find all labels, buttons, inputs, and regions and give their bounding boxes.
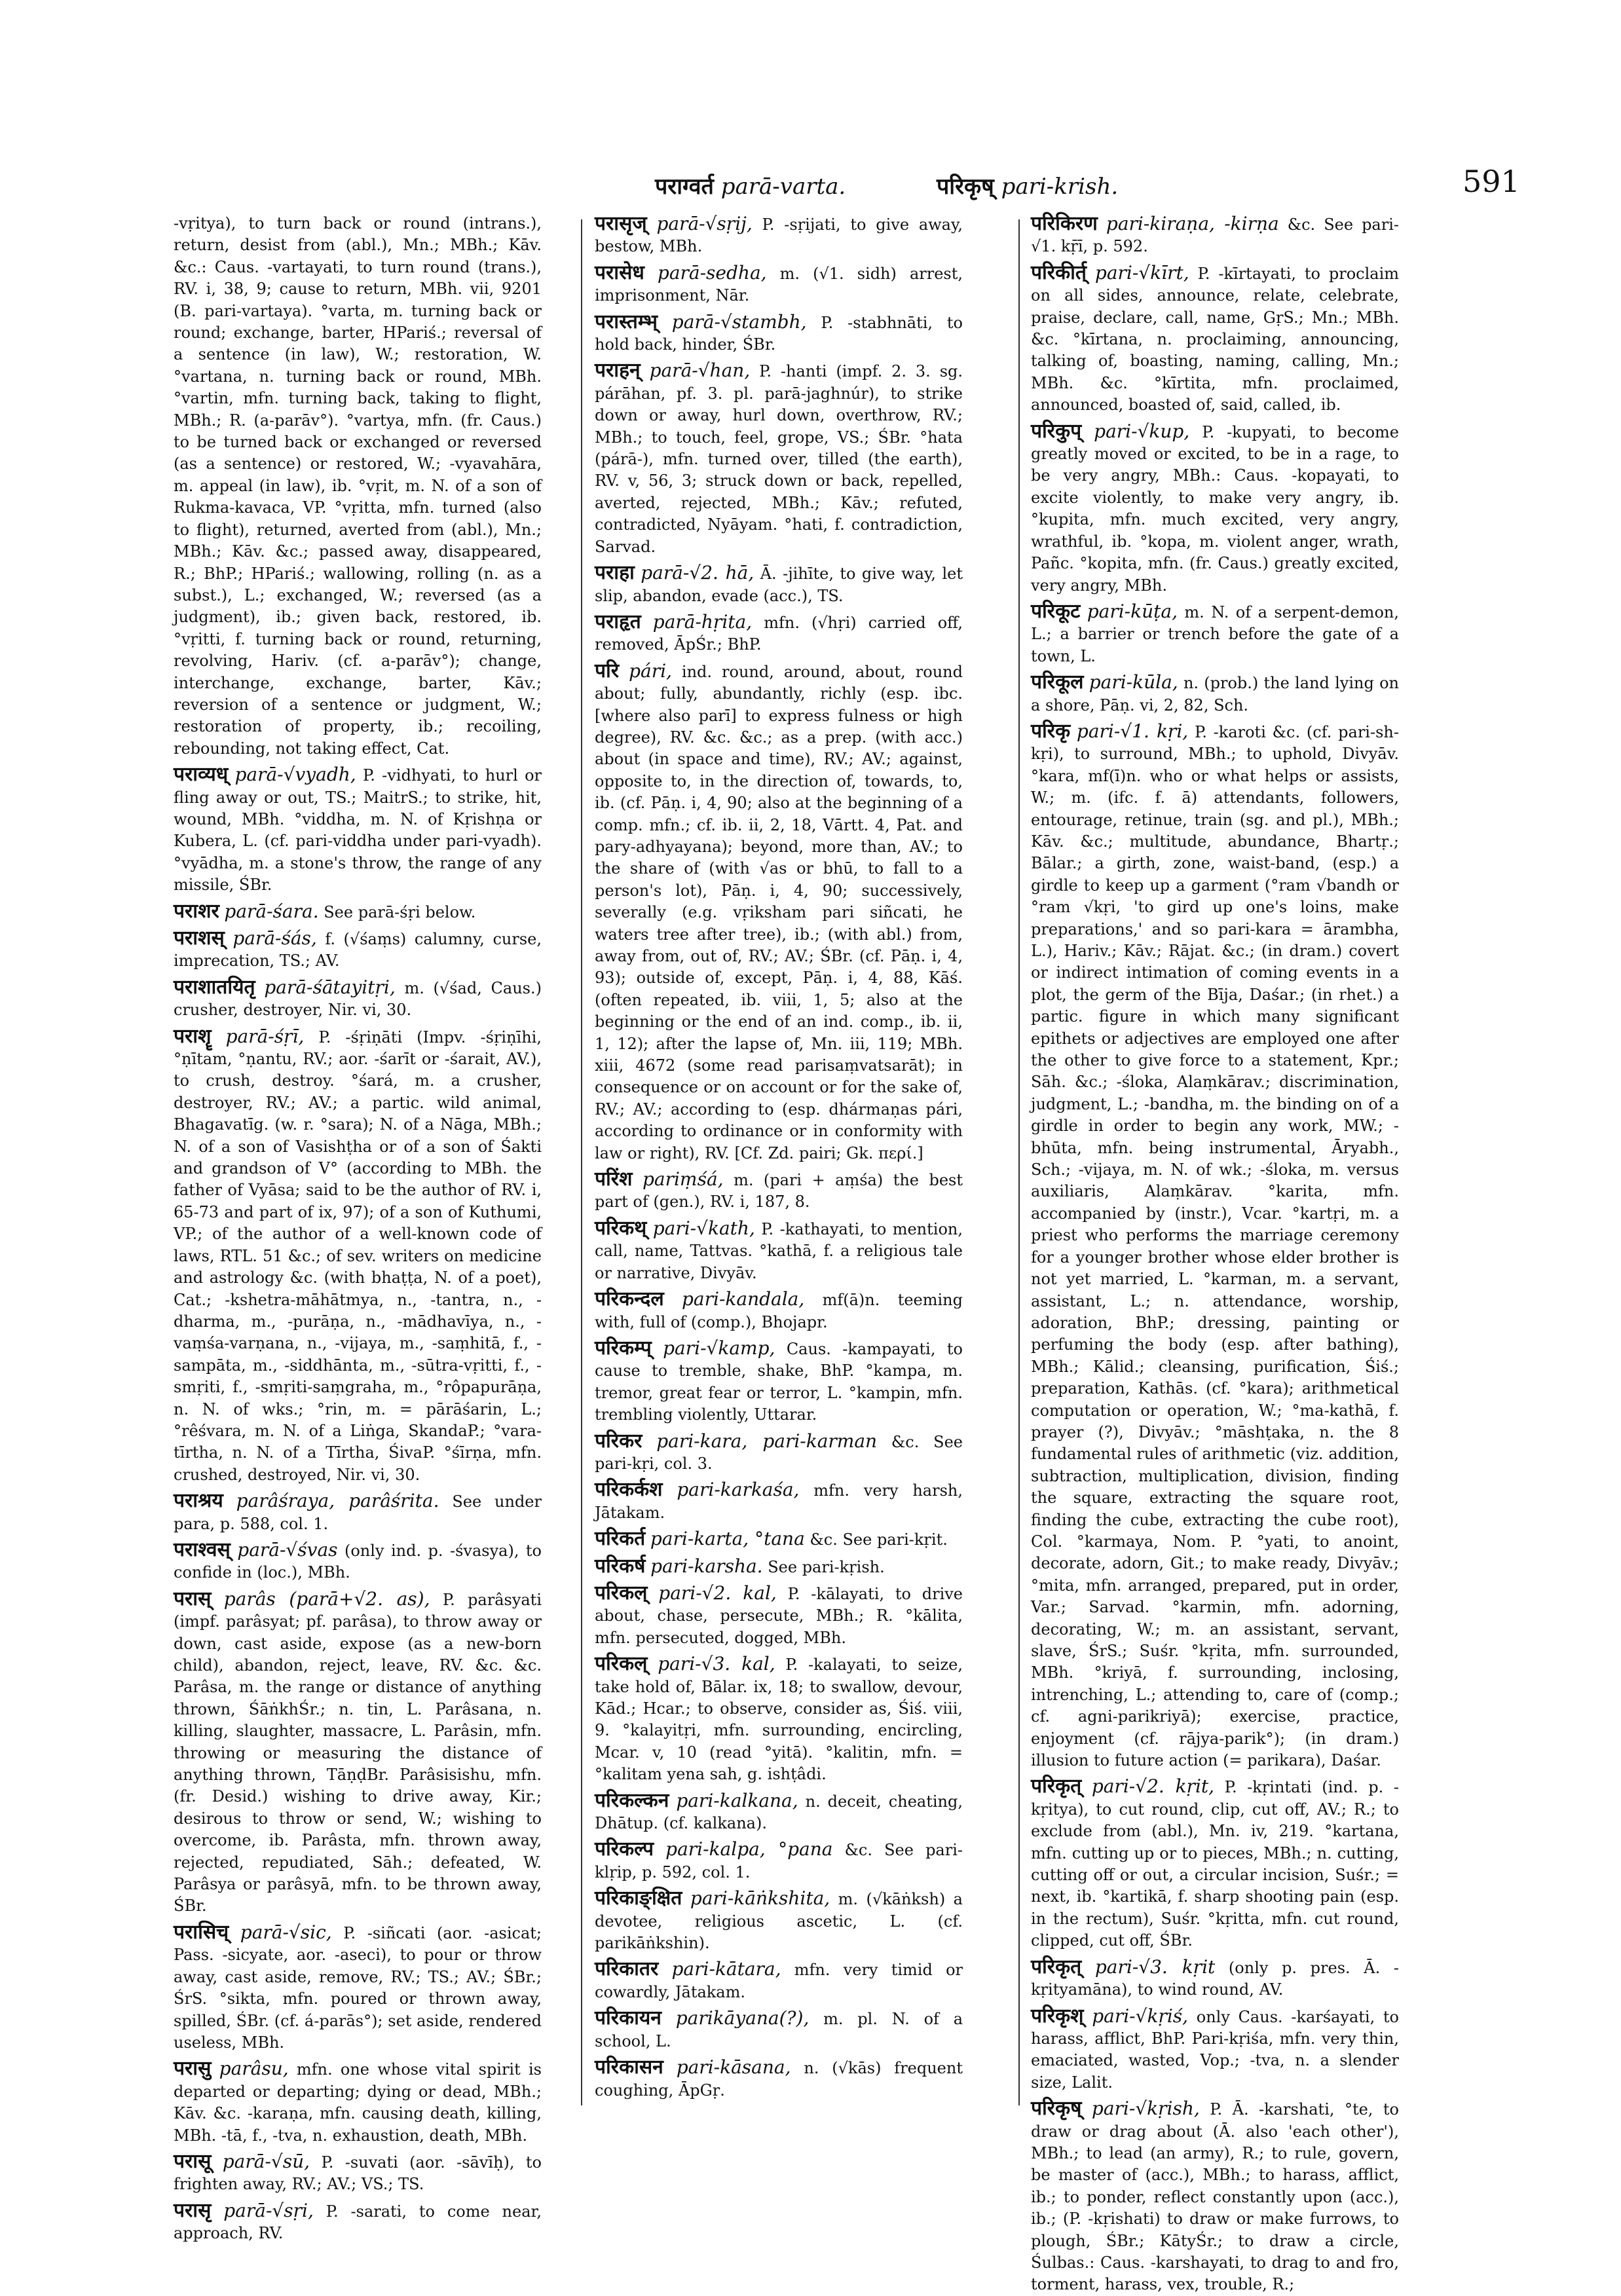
entry-definition: ind. round, around, about, round about; fully, abundantly, richly (esp. ibc. [where also parī] to express fulness or high degree), RV. &c. &c.; as a prep. (with acc.) about (in space and time), RV.; AV.; against, opposite to, in the direction of, towards, to, ib. (cf. Pāṇ. i, 4, 90; also at the beginning of a comp. mfn.; cf. ib. ii, 2, 18, Vārtt. 4, Pat. and pary-adhyayana); beyond, more than, AV.; to the share of (with √as or bhū, to fall to a person's lot), Pāṇ. i, 4, 90; successively, severally (e.g. vṛiksham pari siñcati, he waters tree after tree), ib.; (with abl.) from, away from, out of, RV.; AV.; ŚBr. (cf. Pāṇ. i, 4, 93); outside of, except, Pāṇ. i, 4, 88, Kāś. (often repeated, ib. viii, 1, 5; also at the beginning or the end of an ind. comp., ib. ii, 1, 12); after the lapse of, Mn. iii, 119; MBh. xiii, 4672 (some read parisaṃvatsarāt); in consequence or on account or for the sake of, RV.; AV.; according to (esp. dhármaṇas pári, according to ordinance or in conformity with law or right), RV. [Cf. Zd. pairi; Gk. περί.] <box>595 662 963 1162</box>
entry-headword-devanagari: परिकूट <box>1031 599 1081 623</box>
running-head-left-translit: parā-varta. <box>720 174 846 200</box>
entry-headword-devanagari: परासु <box>174 2057 212 2081</box>
dictionary-entry <box>595 1790 963 1835</box>
entry-headword-devanagari: परिकल् <box>595 1652 648 1676</box>
entry-definition: P. -kīrtayati, to proclaim on all sides, announce, relate, celebrate, praise, declare, call, name, GṛS.; Mn.; MBh. &c. °kīrtana, n. proclaiming, announcing, talking of, boasting, naming, calling, Mn.; MBh. &c. °kīrtita, mfn. proclaimed, announced, boasted of, said, called, ib. <box>1031 264 1400 415</box>
entry-headword-translit: parâsu, <box>219 2058 289 2080</box>
entry-headword-translit: parā-śātayitṛi, <box>264 976 396 998</box>
dictionary-entry <box>595 2056 963 2102</box>
entry-definition: P. -hanti (impf. 2. 3. sg. párāhan, pf. 3. pl. parā-jaghnúr), to strike down or away, hurl down, overthrow, RV.; MBh.; to touch, feel, grope, VS.; ŚBr. °hata (párā-), mfn. turned over, tilled (the earth), RV. v, 56, 3; struck down or back, repelled, averted, rejected, MBh.; Kāv.; refuted, contradicted, Nyāyam. °hati, f. contradiction, Sarvad. <box>595 362 963 556</box>
dictionary-entry <box>1031 420 1399 597</box>
entry-headword-translit: parā-śara. <box>224 900 319 922</box>
entry-definition: P. -karoti &c. (cf. pari-sh-kṛi), to surround, MBh.; to uphold, Divyāv. °kara, mf(ī)n. who or what helps or assists, W.; m. (ifc. f. ā) attendants, followers, entourage, retinue, train (sg. and pl.), MBh.; Kāv. &c.; multitude, abundance, Bhartṛ.; Bālar.; a girth, zone, waist-band, (esp.) a girdle to keep up a garment (°ram √bandh or °ram √kṛi, 'to gird up one's loins, make preparations,' and so pari-kara = ārambha, L.), Hariv.; Kāv.; Rājat. &c.; (in dram.) covert or indirect intimation of coming events in a plot, the germ of the Bīja, Daśar.; (in rhet.) a partic. figure in which many significant epithets or adjectives are employed one after the other to give force to a statement, Kpr.; Sāh. &c.; -śloka, Alaṃkārav.; discrimination, judgment, L.; -bandha, m. the binding on of a girdle in order to begin any work, MW.; -bhūta, mfn. being instrumental, Āryabh., Sch.; -vijaya, m. N. of wk.; -śloka, m. versus auxiliaris, Alaṃkārav. °karita, mfn. accompanied by (instr.), Vcar. °kartṛi, m. a priest who performs the marriage ceremony for a younger brother whose elder brother is not yet married, L. °karman, m. a servant, assistant, L.; n. attendance, worship, adoration, BhP.; dressing, painting or perfuming the body (esp. after bathing), MBh.; Kālid.; cleansing, purification, Śiś.; preparation, Kathās. (cf. °kara); arithmetical computation or operation, W.; °ma-kathā, f. prayer (?), Divyāv.; °māshṭaka, n. the 8 fundamental rules of arithmetic (viz. addition, subtraction, multiplication, division, finding the square, extracting the square root, finding the cube, extracting the cube root), Col. °karmaya, Nom. P. °yati, to anoint, decorate, adorn, Git.; to make ready, Divyāv.; °mita, mfn. arranged, prepared, put in order, Var.; Sarvad. °karmin, mfn. adorning, decorating, W.; m. an assistant, servant, slave, ŚrS.; Suśr. °kṛita, mfn. surrounded, MBh. °kriyā, f. surrounding, inclosing, intrenching, L.; attending to, care of (comp.; cf. agni-parikriyā); exercise, practice, enjoyment (cf. rājya-parik°); (in dram.) illusion to future action (= parikara), Daśar. <box>1031 722 1399 1770</box>
column-1 <box>174 213 542 2243</box>
entry-headword-translit: pari-karkaśa, <box>677 1479 800 1501</box>
entry-headword-devanagari: पराहा <box>595 561 635 585</box>
dictionary-entry <box>174 1026 542 1487</box>
dictionary-entry <box>1031 262 1399 417</box>
dictionary-entry <box>595 660 963 1164</box>
entry-headword-translit: parā-√sṛi, <box>223 2199 314 2221</box>
entry-definition: mfn. very harsh, Jātakam. <box>595 1481 963 1522</box>
dictionary-entry <box>174 927 542 972</box>
entry-headword-devanagari: परिकृत् <box>1031 1955 1082 1978</box>
entry-definition: P. Ā. -karshati, °te, to draw or drag about (Ā. also 'each other'), MBh.; to lead (an army), R.; to rule, govern, be master of (acc.), MBh.; to harass, afflict, ib.; to ponder, reflect constantly upon (acc.), ib.; (P. -kṛishati) to draw or make furrows, to plough, ŚBr.; KātyŚr.; to draw a circle, Śulbas.: Caus. -karshayati, to drag to and fro, torment, harass, vex, trouble, R.; <box>1031 2100 1399 2294</box>
entry-headword-translit: pari-√3. kal, <box>658 1653 775 1675</box>
dictionary-entry <box>595 1337 963 1426</box>
dictionary-entry <box>1031 213 1399 258</box>
entry-headword-devanagari: परिकृष् <box>1031 2097 1082 2120</box>
entry-headword-translit: parā-√han, <box>649 360 751 382</box>
dictionary-entry <box>174 2151 542 2196</box>
entry-headword-translit: parā-√2. hā, <box>641 562 755 584</box>
entry-definition: &c. See pari-kṛi, col. 3. <box>595 1432 963 1473</box>
dictionary-entry <box>595 360 963 558</box>
running-head-center-translit: pari-krish. <box>1001 174 1119 200</box>
entry-definition: See parā-śṛi below. <box>324 902 476 921</box>
entry-definition: P. -kupyati, to become greatly moved or excited, to be in a rage, to be very angry, MBh.: Caus. -kopayati, to excite violently, to make very angry, ib. °kupita, mfn. much excited, very angry, wrathful, ib. °kopa, m. violent anger, wrath, Pañc. °kopita, mfn. (fr. Caus.) greatly excited, very angry, MBh. <box>1031 422 1399 595</box>
running-head-left <box>655 170 846 200</box>
entry-headword-devanagari: परिकुप् <box>1031 419 1082 443</box>
dictionary-entry <box>174 976 542 1022</box>
entry-headword-translit: parā-hṛita, <box>652 610 753 633</box>
entry-headword-devanagari: परिकल्प <box>595 1838 654 1861</box>
entry-definition: only Caus. -karśayati, to harass, afflict, BhP. Pari-kṛiśa, mfn. very thin, emaciated, wasted, Vop.; -tva, n. a slender size, Lalit. <box>1031 2007 1399 2092</box>
entry-headword-translit: pari-√kamp, <box>663 1337 775 1359</box>
entry-headword-translit: parā-√stambh, <box>671 310 807 333</box>
entry-headword-translit: pari-√2. kṛit, <box>1091 1775 1215 1798</box>
dictionary-entry <box>595 1168 963 1213</box>
entry-headword-devanagari: परिकर्त <box>595 1527 646 1551</box>
entry-headword-devanagari: परिकिरण <box>1031 212 1098 235</box>
dictionary-entry <box>595 2007 963 2052</box>
dictionary-entry <box>595 1838 963 1883</box>
entry-definition: P. -kalayati, to seize, take hold of, Bālar. ix, 18; to swallow, devour, Kād.; Hcar.; to observe, consider as, Śiś. viii, 9. °kalayitṛi, mfn. surrounding, encircling, Mcar. v, 10 (read °yitā). °kalitin, mfn. = °kalitam yena sah, g. ishṭâdi. <box>595 1656 963 1784</box>
entry-definition: mfn. (√hṛi) carried off, removed, ĀpŚr.; BhP. <box>595 613 963 654</box>
entry-headword-translit: parā-√sṛij, <box>656 213 753 234</box>
dictionary-entry <box>595 1479 963 1524</box>
entry-headword-translit: parā-sedha, <box>657 261 767 284</box>
entry-headword-devanagari: परिकथ् <box>595 1216 647 1240</box>
entry-headword-devanagari: परिकासन <box>595 2056 663 2079</box>
entry-definition: m. N. of a serpent-demon, L.; a barrier or trench before the gate of a town, L. <box>1031 602 1399 665</box>
entry-headword-devanagari: पराहृत <box>595 610 641 633</box>
entry-headword-devanagari: परास्तम्भ् <box>595 310 658 333</box>
entry-headword-translit: pari-kara, pari-karman <box>656 1430 878 1452</box>
entry-headword-translit: pari-kandala, <box>682 1288 805 1310</box>
entry-definition: Ā. -jihīte, to give way, let slip, abandon, evade (acc.), TS. <box>595 565 963 605</box>
entry-headword-devanagari: परास् <box>174 1587 212 1610</box>
page-number: 591 <box>1463 164 1520 199</box>
dictionary-entry <box>595 1528 963 1551</box>
entry-headword-translit: pari-√kīrt, <box>1094 261 1189 284</box>
entry-headword-translit: pari-√kup, <box>1094 420 1190 442</box>
entry-definition: P. -suvati (aor. -sāvīḥ), to frighten away, RV.; AV.; VS.; TS. <box>174 2153 542 2194</box>
entry-headword-devanagari: परासृ <box>174 2198 212 2222</box>
entry-headword-translit: parā-√sū, <box>222 2150 310 2172</box>
entry-headword-devanagari: पराशर <box>174 899 219 923</box>
entry-headword-translit: pari-kāsana, <box>676 2056 791 2079</box>
dictionary-entry <box>1031 720 1399 1772</box>
entry-definition: n. (√kās) frequent coughing, ĀpGṛ. <box>595 2059 963 2100</box>
entry-definition: &c. See pari-kṛit. <box>810 1530 948 1549</box>
dictionary-entry <box>595 213 963 258</box>
dictionary-entry <box>595 1430 963 1475</box>
entry-headword-translit: pari-√2. kal, <box>658 1582 777 1604</box>
entry-headword-devanagari: परासू <box>174 2149 212 2173</box>
dictionary-entry <box>1031 1775 1399 1952</box>
dictionary-entry <box>1031 2005 1399 2094</box>
entry-headword-translit: pari-kalpa, °pana <box>665 1838 833 1861</box>
entry-headword-translit: parâśraya, parâśrita. <box>236 1490 439 1512</box>
entry-definition: P. -siñcati (aor. -asicat; Pass. -sicyate, aor. -aseci), to pour or throw away, cast aside, remove, RV.; TS.; AV.; ŚBr.; ŚrS. °sikta, mfn. poured or thrown away, spilled, ŚBr. (cf. á-parās°); set aside, rendered useless, MBh. <box>174 1923 542 2052</box>
entry-headword-translit: pari-kātara, <box>671 1958 781 1980</box>
entry-definition: (only p. pres. Ā. -kṛityamāna), to wind round, AV. <box>1031 1958 1399 1999</box>
entry-definition: mfn. very timid or cowardly, Jātakam. <box>595 1961 963 2001</box>
dictionary-entry <box>595 1887 963 1954</box>
entry-headword-devanagari: पराश्रय <box>174 1489 223 1513</box>
dictionary-entry <box>174 2200 542 2245</box>
entry-definition: See pari-kṛish. <box>768 1557 885 1576</box>
entry-headword-translit: pari-karsha. <box>650 1555 763 1577</box>
entry-headword-translit: pari-kāṅkshita, <box>690 1887 830 1910</box>
entry-headword-devanagari: पराशॄ <box>174 1024 212 1048</box>
entry-headword-translit: pari-√kṛish, <box>1091 2098 1200 2120</box>
entry-headword-devanagari: परिकीर्त् <box>1031 261 1087 284</box>
dictionary-entry <box>595 1653 963 1785</box>
entry-headword-devanagari: परिकृश् <box>1031 2004 1084 2028</box>
entry-headword-devanagari: परासृज् <box>595 212 647 235</box>
dictionary-entry <box>595 1288 963 1333</box>
dictionary-entry <box>595 1217 963 1284</box>
entry-definition: P. -stabhnāti, to hold back, hinder, ŚBr. <box>595 313 963 354</box>
entry-headword-devanagari: परिकर्कश <box>595 1478 663 1502</box>
entry-definition: m. (√śad, Caus.) crusher, destroyer, Nir. vi, 30. <box>174 978 542 1020</box>
entry-headword-devanagari: पराश्वस् <box>174 1538 231 1561</box>
entry-definition: See under para, p. 588, col. 1. <box>174 1492 542 1533</box>
entry-headword-devanagari: पराशस् <box>174 927 225 950</box>
running-head-center-devanagari: परिकृष् <box>937 174 994 200</box>
entry-definition: &c. See pari-klṛip, p. 592, col. 1. <box>595 1841 963 1881</box>
entry-headword-translit: parikāyana(?), <box>675 2007 810 2029</box>
entry-headword-devanagari: परिकर <box>595 1429 643 1453</box>
dictionary-entry <box>1031 671 1399 716</box>
entry-definition: P. -sarati, to come near, approach, RV. <box>174 2202 542 2243</box>
entry-headword-translit: pari-√kath, <box>652 1217 755 1239</box>
entry-headword-translit: parā-√śvas <box>237 1538 338 1561</box>
entry-headword-translit: pari-karta, °tana <box>650 1528 805 1550</box>
entry-definition: P. -sṛijati, to give away, bestow, MBh. <box>595 215 963 256</box>
entry-definition: n. deceit, cheating, Dhātup. (cf. kalkana). <box>595 1792 963 1833</box>
entry-definition: m. (pari + aṃśa) the best part of (gen.), RV. i, 187, 8. <box>595 1171 963 1212</box>
dictionary-entry <box>595 1958 963 2003</box>
column-divider <box>1018 219 1020 2105</box>
entry-headword-devanagari: परिकाङ्क्षित <box>595 1887 682 1910</box>
entry-definition: P. -kathayati, to mention, call, name, Tattvas. °kathā, f. a religious tale or narrative, Divyāv. <box>595 1219 963 1282</box>
entry-headword-devanagari: परिकल्कन <box>595 1788 669 1812</box>
dictionary-entry <box>174 1539 542 1584</box>
entry-definition: -vṛitya), to turn back or round (intrans.), return, desist from (abl.), Mn.; MBh.; Kāv. &c.: Caus. -vartayati, to turn round (trans.), RV. i, 38, 9; cause to return, MBh. vii, 9201 (B. pari-vartaya). °varta, m. turning back or round; exchange, barter, HPariś.; reversal of a sentence (in law), W.; restoration, W. °vartana, n. turning back or round, MBh. °vartin, mfn. turning back, taking to flight, MBh.; R. (a-parāv°). °vartya, mfn. (fr. Caus.) to be turned back or exchanged or reversed (as a sentence) or restored, W.; -vyavahāra, m. appeal (in law), ib. °vṛit, m. N. of a son of Rukma-kavaca, VP. °vṛitta, mfn. turned (also to flight), returned, averted from (abl.), Mn.; MBh.; Kāv. &c.; passed away, disappeared, R.; BhP.; HPariś.; wallowing, rolling (n. as a subst.), L.; exchanged, W.; reversed (as a judgment), ib.; given back, restored, ib. °vṛitti, f. turning back or round, returning, revolving, Hariv. (cf. a-parāv°); change, interchange, exchange, barter, Kāv.; reversion of a sentence or judgment, W.; restoration of property, ib.; recoiling, rebounding, not taking effect, Cat. <box>174 214 542 758</box>
column-3 <box>1031 212 1400 2294</box>
dictionary-entry <box>174 213 542 760</box>
entry-definition: P. -kālayati, to drive about, chase, persecute, MBh.; R. °kālita, mfn. persecuted, dogged, MBh. <box>595 1584 963 1647</box>
entry-definition: P. parâsyati (impf. parâsyat; pf. parâsa), to throw away or down, cast aside, expose (as a new-born child), abandon, reject, leave, RV. &c. &c. Parâsa, m. the range or distance of anything thrown, ŚāṅkhŚr.; n. tin, L. Parâsana, n. killing, slaughter, massacre, L. Parâsin, mfn. throwing or measuring the distance of anything thrown, TāṇḍBr. Parâsisishu, mfn. (fr. Desid.) wishing to drive away, Kir.; desirous to throw or send, W.; wishing to overcome, ib. Parâsta, mfn. thrown away, rejected, repudiated, Sāh.; defeated, W. Parâsya or parâsyā, mfn. to be thrown away, ŚBr. <box>174 1590 542 1916</box>
entry-headword-translit: parā-śṛī, <box>225 1025 305 1047</box>
dictionary-entry <box>174 2058 542 2147</box>
entry-headword-translit: pári, <box>629 659 672 682</box>
dictionary-entry <box>174 1490 542 1535</box>
dictionary-entry <box>174 764 542 896</box>
page-header <box>0 164 1621 216</box>
entry-headword-devanagari: परि <box>595 659 620 682</box>
entry-headword-devanagari: परिकायन <box>595 2007 661 2030</box>
entry-headword-translit: pari-kalkana, <box>676 1789 798 1811</box>
entry-definition: mf(ā)n. teeming with, full of (comp.), Bhojapr. <box>595 1291 963 1331</box>
entry-definition: &c. See pari-√1. kṝī, p. 592. <box>1031 215 1399 256</box>
entry-headword-translit: parā-√vyadh, <box>234 764 356 786</box>
entry-headword-translit: pari-√kṛiś, <box>1092 2005 1189 2027</box>
entry-headword-devanagari: परिकृत् <box>1031 1775 1082 1798</box>
column-2 <box>595 213 963 2119</box>
dictionary-entry <box>595 562 963 607</box>
entry-definition: mfn. one whose vital spirit is departed or departing; dying or dead, MBh.; Kāv. &c. -karaṇa, mfn. causing death, killing, MBh. -tā, f., -tva, n. exhaustion, death, MBh. <box>174 2060 542 2145</box>
entry-headword-translit: pari-kiraṇa, -kirṇa <box>1106 213 1279 234</box>
entry-headword-devanagari: परिकातर <box>595 1957 659 1981</box>
dictionary-entry <box>595 1555 963 1578</box>
dictionary-entry <box>595 611 963 656</box>
entry-headword-translit: pari-kūṭa, <box>1087 600 1178 622</box>
entry-headword-devanagari: पराहन् <box>595 359 641 382</box>
entry-headword-devanagari: परिकन्दल <box>595 1287 664 1311</box>
dictionary-entry <box>174 1921 542 2054</box>
dictionary-entry <box>595 1582 963 1649</box>
entry-headword-devanagari: परिकम्प् <box>595 1336 652 1360</box>
running-head-center <box>937 170 1118 200</box>
entry-headword-translit: pari-√1. kṛi, <box>1076 720 1189 742</box>
entry-definition: f. (√śaṃs) calumny, curse, imprecation, TS.; AV. <box>174 930 542 971</box>
dictionary-entry <box>1031 601 1399 667</box>
entry-definition: m. (√1. sidh) arrest, imprisonment, Nār. <box>595 264 963 305</box>
entry-headword-devanagari: परिकर्ष <box>595 1554 646 1578</box>
entry-headword-devanagari: परिकूल <box>1031 671 1084 694</box>
entry-headword-translit: pari-kūla, <box>1089 671 1178 694</box>
entry-definition: m. (√kāṅksh) a devotee, religious ascetic, L. (cf. parikāṅkshin). <box>595 1890 963 1953</box>
dictionary-entry <box>1031 2098 1399 2296</box>
entry-headword-devanagari: परिंश <box>595 1168 633 1191</box>
dictionary-entry <box>595 262 963 307</box>
entry-headword-translit: pariṃśá, <box>642 1168 724 1191</box>
dictionary-entry <box>174 1588 542 1917</box>
running-head-left-devanagari: पराग्वर्त <box>655 174 714 200</box>
entry-headword-devanagari: परासिच् <box>174 1920 229 1944</box>
dictionary-entry <box>174 900 542 923</box>
column-divider <box>581 219 582 2105</box>
entry-headword-translit: parā-√sic, <box>240 1921 332 1943</box>
entry-definition: P. -vidhyati, to hurl or fling away or out, TS.; MaitrS.; to strike, hit, wound, MBh. °viddha, m. N. of Kṛishṇa or Kubera, L. (cf. pari-viddha under pari-vyadh). °vyādha, m. a stone's throw, the range of any missile, ŚBr. <box>174 766 542 895</box>
entry-definition: P. -kṛintati (ind. p. -kṛitya), to cut round, clip, cut off, AV.; R.; to exclude from (abl.), Mn. iv, 219. °kartana, mfn. cutting up or to pieces, MBh.; n. cutting, cutting off or out, a circular incision, Suśr.; = next, ib. °kartikā, f. sharp shooting pain (esp. in the rectum), Suśr. °kṛitta, mfn. cut round, clipped, cut off, ŚBr. <box>1031 1778 1399 1950</box>
entry-headword-translit: parâs (parā+√2. as), <box>223 1587 430 1610</box>
entry-headword-devanagari: परिकृ <box>1031 719 1071 743</box>
entry-headword-devanagari: पराशातयितृ <box>174 975 255 999</box>
dictionary-entry <box>1031 1956 1399 2001</box>
dictionary-entry <box>595 311 963 356</box>
entry-headword-translit: parā-śás, <box>233 927 317 949</box>
entry-definition: m. pl. N. of a school, L. <box>595 2010 963 2050</box>
entry-definition: P. -śṛiṇāti (Impv. -śṛiṇīhi, °ṇītam, °ṇantu, RV.; aor. -śarīt or -śarait, AV.), to crush, destroy. °śará, m. a crusher, destroyer, RV.; AV.; a partic. wild animal, Bhagavatīg. (w. r. °sara); N. of a Nāga, MBh.; N. of a son of Vasishṭha or of a son of Śakti and grandson of V° (according to MBh. the father of Vyāsa; said to be the author of RV. i, 65-73 and part of ix, 97); of a son of Kuthumi, VP.; of the author of a well-known code of laws, RTL. 51 &c.; of sev. writers on medicine and astrology &c. (with bhaṭṭa, N. of a poet), Cat.; -kshetra-māhātmya, n., -tantra, n., -dharma, m., -purāṇa, n., -mādhavīya, n., -vaṃśa-varṇana, n., -vijaya, m., -saṃhitā, f., -sampāta, m., -siddhānta, m., -sūtra-vṛitti, f., -smṛiti, f., -smṛiti-saṃgraha, m., °rôpapurāṇa, n. N. of wks.; °rin, m. = pārāśarin, L.; °rêśvara, m. N. of a Liṅga, SkandaP.; °vara-tīrtha, n. N. of a Tīrtha, ŚivaP. °śīrṇa, mfn. crushed, destroyed, Nir. vi, 30. <box>174 1028 542 1484</box>
entry-headword-devanagari: पराव्यध् <box>174 763 229 787</box>
entry-definition: n. (prob.) the land lying on a shore, Pāṇ. vi, 2, 82, Sch. <box>1031 674 1399 714</box>
entry-headword-devanagari: परासेध <box>595 261 644 284</box>
entry-definition: (only ind. p. -śvasya), to confide in (loc.), MBh. <box>174 1541 542 1582</box>
entry-definition: Caus. -kampayati, to cause to tremble, shake, BhP. °kampa, m. tremor, great fear or terror, L. °kampin, mfn. trembling violently, Uttarar. <box>595 1339 963 1424</box>
entry-headword-devanagari: परिकल् <box>595 1581 648 1604</box>
entry-headword-translit: pari-√3. kṛit <box>1094 1955 1216 1978</box>
